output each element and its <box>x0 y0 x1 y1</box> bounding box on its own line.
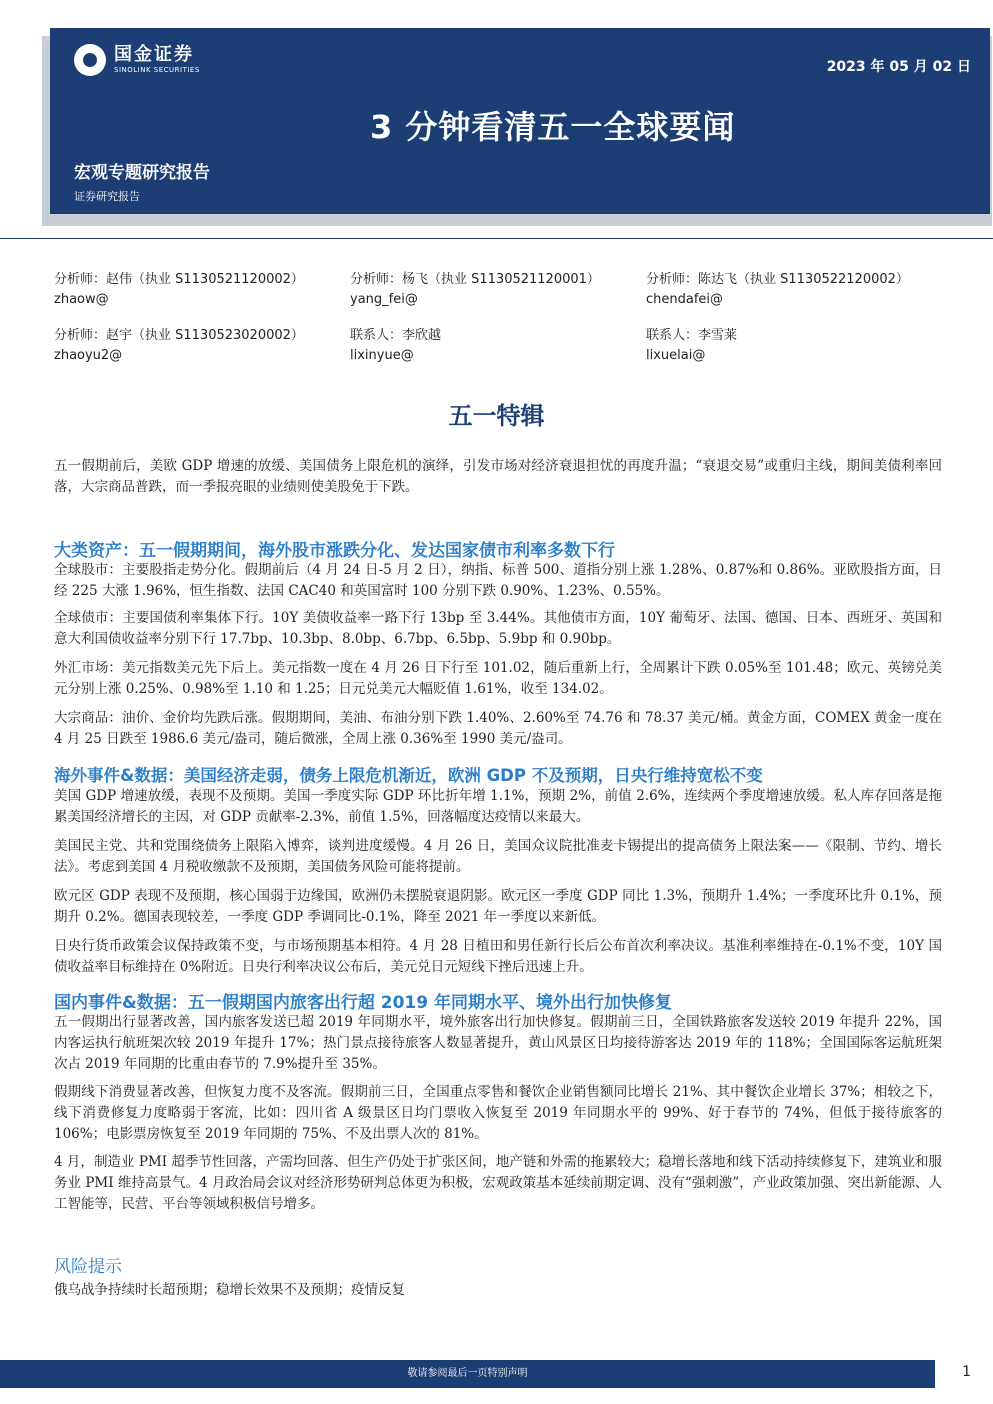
logo-name-cn: 国金证券 <box>114 44 194 65</box>
analyst-name: 分析师：赵宇（执业 S1130523020002） <box>54 328 304 343</box>
paragraph-travel: 五一假期出行显著改善，国内旅客发送已超 2019 年同期水平，境外旅客出行加快修复。假期前三日，全国铁路旅客发送较 2019 年提升 22%，国内客运执行航班架次较 2019 年提升 17%；热门景点接待旅客人数显著提升，黄山风景区日均接待游客达 2019 年的 118%；全国国际客运航班架次占 2019 年同期的比重由春节的 7.9%提升至 35%。 <box>54 1014 942 1072</box>
contact-name: 联系人：李欣越 <box>350 328 442 343</box>
analyst-name: 分析师：赵伟（执业 S1130521120002） <box>54 272 304 287</box>
header-divider <box>0 238 993 239</box>
footer-disclaimer: 敬请参阅最后一页特别声明 <box>407 1368 528 1379</box>
analyst-name: 分析师：杨飞（执业 S1130521120001） <box>350 272 600 287</box>
report-date: 2023 年 05 月 02 日 <box>826 59 971 75</box>
analyst-email: zhaoyu2@ <box>54 348 123 363</box>
page-number: 1 <box>962 1364 971 1380</box>
paragraph-global-stocks: 全球股市：主要股指走势分化。假期前后（4 月 24 日-5 月 2 日），纳指、标普 500、道指分别上涨 1.28%、0.87%和 0.86%。亚欧股指方面，日经 225 大涨 1.96%，恒生指数、法国 CAC40 和英国富时 100 分别下跌 0.90%、1.23%、0.55%。 <box>54 562 942 599</box>
analyst-list <box>54 270 954 366</box>
analyst-entry <box>646 270 946 310</box>
report-subtype: 证券研究报告 <box>74 190 140 203</box>
intro-paragraph: 五一假期前后，美欧 GDP 增速的放缓、美国债务上限危机的演绎，引发市场对经济衰退担忧的再度升温；“衰退交易”或重归主线，期间美债利率回落，大宗商品普跌，而一季报亮眼的业绩则使美股免于下跌。 <box>54 458 942 495</box>
logo-name-en: SINOLINK SECURITIES <box>114 66 200 74</box>
analyst-email: zhaow@ <box>54 292 109 307</box>
paragraph-commodities: 大宗商品：油价、金价均先跌后涨。假期期间，美油、布油分别下跌 1.40%、2.60%至 74.76 和 78.37 美元/桶。黄金方面，COMEX 黄金一度在 4 月 25 日跌至 1986.6 美元/盎司，随后微涨，全周上涨 0.36%至 1990 美元/盎司。 <box>54 710 942 747</box>
section-heading-overseas: 海外事件&数据：美国经济走弱，债务上限危机渐近，欧洲 GDP 不及预期，日央行维持宽松不变 <box>54 766 763 785</box>
section-heading-assets: 大类资产：五一假期期间，海外股市涨跌分化、发达国家债市利率多数下行 <box>54 541 615 561</box>
paragraph-pmi: 4 月，制造业 PMI 超季节性回落，产需均回落、但生产仍处于扩张区间，地产链和外需的拖累较大；稳增长落地和线下活动持续修复下，建筑业和服务业 PMI 维持高景气。4 月政治局会议对经济形势研判总体更为积极，宏观政策基本延续前期定调、没有“强刺激”，产业政策加强、突出新能源、人工智能等，民营、平台等领域积极信号增多。 <box>54 1154 942 1212</box>
contact-name: 联系人：李雪莱 <box>646 328 738 343</box>
report-title: 3 分钟看清五一全球要闻 <box>370 108 736 146</box>
section-heading-domestic: 国内事件&数据：五一假期国内旅客出行超 2019 年同期水平、境外出行加快修复 <box>54 993 672 1013</box>
analyst-email: chendafei@ <box>646 292 724 307</box>
report-type: 宏观专题研究报告 <box>74 163 210 183</box>
paragraph-us-gdp: 美国 GDP 增速放缓，表现不及预期。美国一季度实际 GDP 环比折年增 1.1%，预期 2%，前值 2.6%，连续两个季度增速放缓。私人库存回落是拖累美国经济增长的主因，对 GDP 贡献率-2.3%，前值 1.5%，回落幅度达疫情以来最大。 <box>54 788 942 825</box>
company-logo <box>74 44 200 76</box>
analyst-entry <box>54 326 350 366</box>
paragraph-fx: 外汇市场：美元指数美元先下后上。美元指数一度在 4 月 26 日下行至 101.02，随后重新上行，全周累计下跌 0.05%至 101.48；欧元、英镑兑美元分别上涨 0.25%、0.98%至 1.10 和 1.25；日元兑美元大幅贬值 1.61%，收至 134.02。 <box>54 660 942 697</box>
paragraph-global-bonds: 全球债市：主要国债利率集体下行。10Y 美债收益率一路下行 13bp 至 3.44%。其他债市方面，10Y 葡萄牙、法国、德国、日本、西班牙、英国和意大利国债收益率分别下行 17.7bp、10.3bp、8.0bp、6.7bp、6.5bp、5.9bp 和 0.90bp。 <box>54 610 942 647</box>
paragraph-boj: 日央行货币政策会议保持政策不变，与市场预期基本相符。4 月 28 日植田和男任新行长后公布首次利率决议。基准利率维持在-0.1%不变，10Y 国债收益率目标维持在 0%附近。日央行利率决议公布后，美元兑日元短线下挫后迅速上升。 <box>54 938 942 975</box>
contact-email: lixuelai@ <box>646 348 706 363</box>
paragraph-euro-gdp: 欧元区 GDP 表现不及预期，核心国弱于边缘国，欧洲仍未摆脱衰退阴影。欧元区一季度 GDP 同比 1.3%，预期升 1.4%；一季度环比升 0.1%，预期升 0.2%。德国表现较差，一季度 GDP 季调同比-0.1%，降至 2021 年一季度以来新低。 <box>54 888 942 925</box>
contact-entry <box>646 326 946 366</box>
risk-text: 俄乌战争持续时长超预期；稳增长效果不及预期；疫情反复 <box>54 1282 405 1298</box>
logo-mark-icon <box>74 44 106 76</box>
section-heading-risk: 风险提示 <box>54 1257 122 1277</box>
analyst-entry <box>350 270 646 310</box>
contact-entry <box>350 326 646 366</box>
analyst-name: 分析师：陈达飞（执业 S1130522120002） <box>646 272 909 287</box>
analyst-email: yang_fei@ <box>350 292 418 307</box>
paragraph-debt-ceiling: 美国民主党、共和党围绕债务上限陷入博弈，谈判进度缓慢。4 月 26 日，美国众议院批准麦卡锡提出的提高债务上限法案——《限制、节约、增长法》。考虑到美国 4 月税收缴款不及预期，美国债务风险可能将提前。 <box>54 838 942 875</box>
paragraph-consumption: 假期线下消费显著改善，但恢复力度不及客流。假期前三日，全国重点零售和餐饮企业销售额同比增长 21%、其中餐饮企业增长 37%；相较之下，线下消费修复力度略弱于客流，比如：四川省 A 级景区日均门票收入恢复至 2019 年同期水平的 99%、好于春节的 74%，但低于接待旅客的 106%；电影票房恢复至 2019 年同期的 75%、不及出票人次的 81%。 <box>54 1084 942 1142</box>
special-edition-title: 五一特辑 <box>448 402 545 430</box>
analyst-entry <box>54 270 350 310</box>
contact-email: lixinyue@ <box>350 348 414 363</box>
